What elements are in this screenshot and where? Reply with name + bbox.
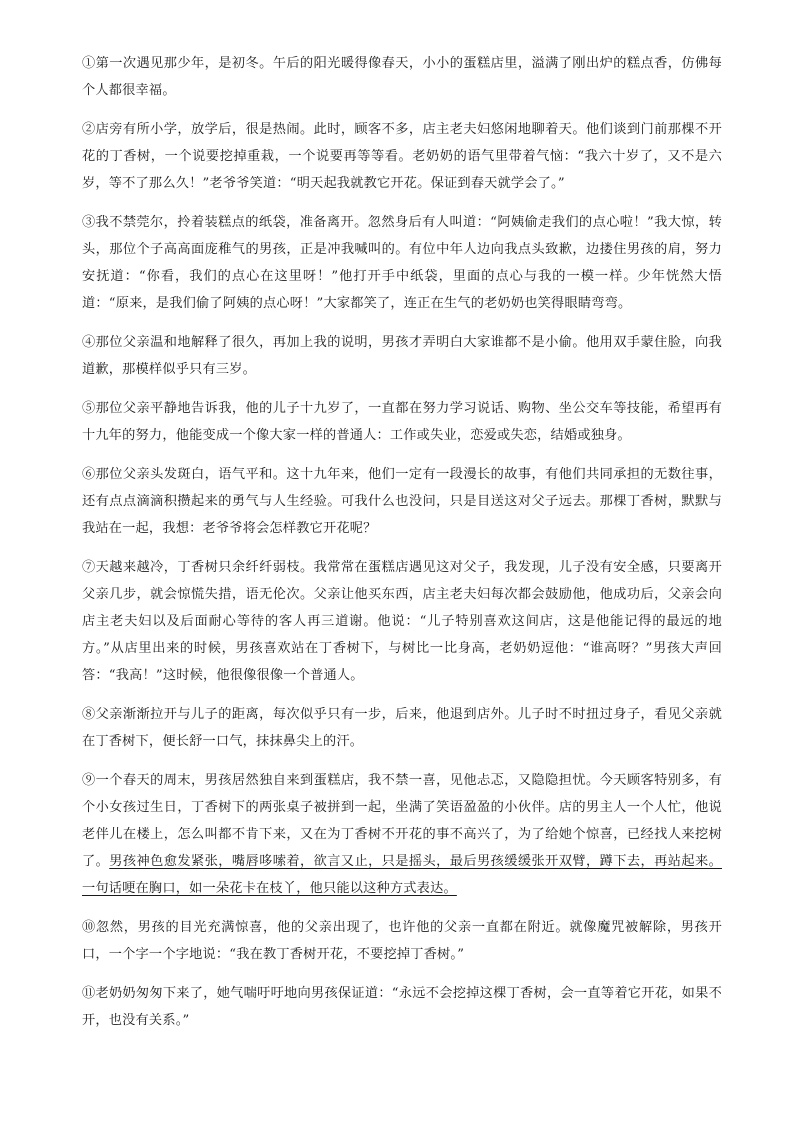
paragraph-8-text: ⑧父亲渐渐拉开与儿子的距离，每次似乎只有一步，后来，他退到店外。儿子时不时扭过身子，看见父亲就在丁香树下，便长舒一口气，抹抹鼻尖上的汗。: [82, 707, 722, 749]
paragraph-10-text: ⑩忽然，男孩的目光充满惊喜，他的父亲出现了，也许他的父亲一直都在附近。就像魔咒被解除，男孩开口，一个字一个字地说：“我在教丁香树开花，不要挖掉丁香树。”: [82, 920, 722, 962]
paragraph-7-text: ⑦天越来越冷，丁香树只余纤纤弱枝。我常常在蛋糕店遇见这对父子，我发现，儿子没有安全感，只要离开父亲几步，就会惊慌失措，语无伦次。父亲让他买东西，店主老夫妇每次都会鼓励他，他成功后，父亲会向店主老夫妇以及后面耐心等待的客人再三道谢。他说：“儿子特别喜欢这间店，这是他能记得的最远的地方。”从店里出来的时候，男孩喜欢站在丁香树下，与树比一比身高，老奶奶逗他：“谁高呀？”男孩大声回答：“我高！”这时候，他很像很像一个普通人。: [82, 560, 722, 683]
paragraph-7: [82, 554, 722, 689]
paragraph-6-text: ⑥那位父亲头发斑白，语气平和。这十九年来，他们一定有一段漫长的故事，有他们共同承担的无数往事，还有点点滴滴积攒起来的勇气与人生经验。可我什么也没问，只是目送这对父子远去。那棵丁香树，默默与我站在一起，我想：老爷爷将会怎样教它开花呢？: [82, 467, 722, 536]
paragraph-3: [82, 209, 722, 317]
paragraph-9-text: ⑨一个春天的周末，男孩居然独自来到蛋糕店，我不禁一喜，见他忐忑，又隐隐担忧。今天顾客特别多，有个小女孩过生日，丁香树下的两张桌子被拼到一起，坐满了笑语盈盈的小伙伴。店的男主人一个人忙，他说老伴儿在楼上，怎么叫都不肯下来，又在为丁香树不开花的事不高兴了，为了给她个惊喜，已经找人来挖树了。: [82, 773, 722, 869]
paragraph-4: [82, 329, 722, 383]
paragraph-6: [82, 461, 722, 542]
paragraph-4-text: ④那位父亲温和地解释了很久，再加上我的说明，男孩才弄明白大家谁都不是小偷。他用双手蒙住脸，向我道歉，那模样似乎只有三岁。: [82, 335, 722, 377]
paragraph-3-text: ③我不禁莞尔，拎着装糕点的纸袋，准备离开。忽然身后有人叫道：“阿姨偷走我们的点心啦！”我大惊，转头，那位个子高高面庞稚气的男孩，正是冲我喊叫的。有位中年人边向我点头致歉，边搂住男孩的肩，努力安抚道：“你看，我们的点心在这里呀！”他打开手中纸袋，里面的点心与我的一模一样。少年恍然大悟道：“原来，是我们偷了阿姨的点心呀！”大家都笑了，连正在生气的老奶奶也笑得眼睛弯弯。: [82, 215, 722, 311]
paragraph-8: [82, 701, 722, 755]
paragraph-2-text: ②店旁有所小学，放学后，很是热闹。此时，顾客不多，店主老夫妇悠闲地聊着天。他们谈到门前那棵不开花的丁香树，一个说要挖掉重栽，一个说要再等等看。老奶奶的语气里带着气恼：“我六十岁了，又不是六岁，等不了那么久！”老爷爷笑道：“明天起我就教它开花。保证到春天就学会了。”: [82, 122, 722, 191]
paragraph-11: [82, 980, 722, 1034]
paragraph-5: [82, 395, 722, 449]
paragraph-2: [82, 116, 722, 197]
paragraph-9: [82, 767, 722, 902]
paragraph-1: [82, 50, 722, 104]
paragraph-11-text: ⑪老奶奶匆匆下来了，她气喘吁吁地向男孩保证道：“永远不会挖掉这棵丁香树，会一直等着它开花，如果不开，也没有关系。”: [82, 986, 722, 1028]
paragraph-5-text: ⑤那位父亲平静地告诉我，他的儿子十九岁了，一直都在努力学习说话、购物、坐公交车等技能，希望再有十九年的努力，他能变成一个像大家一样的普通人：工作或失业，恋爱或失恋，结婚或独身。: [82, 401, 722, 443]
paragraph-10: [82, 914, 722, 968]
document-page: [82, 50, 722, 1046]
paragraph-9-underlined-text: 男孩神色愈发紧张，嘴唇哆嗦着，欲言又止，只是摇头，最后男孩缓缓张开双臂，蹲下去，再站起来。一句话哽在胸口，如一朵花卡在枝丫，他只能以这种方式表达。: [82, 854, 722, 896]
paragraph-1-text: ①第一次遇见那少年，是初冬。午后的阳光暖得像春天，小小的蛋糕店里，溢满了刚出炉的糕点香，仿佛每个人都很幸福。: [82, 56, 722, 98]
